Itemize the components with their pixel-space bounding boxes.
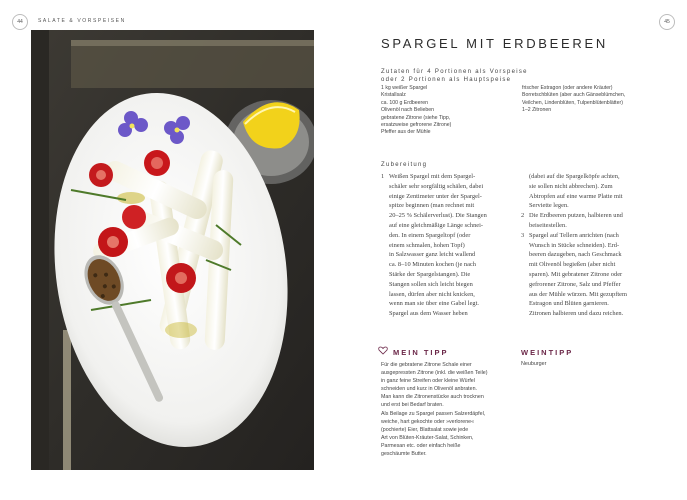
preparation-heading: Zubereitung — [381, 162, 428, 168]
step-text: Weißen Spargel mit dem Spargel- schäler sehr sorgfältig schälen, dabei einige Zentimeter unter der Spargel- spitze beginnen (man rechnet mit 20–25 % Schälerverlust). Die Stangen auf eine gleichmäßige Länge schnei- den. In einem Spargeltopf (oder einem schmalen, hohen Topf) in Salzwasser ganz leicht wallend ca. 8–10 Minuten kochen (je nach Stärke der Spargelstangen). Die Stangen sollen sich leicht biegen lassen, dürfen aber nicht knicken, wenn man sie über eine Gabel legt. Spargel aus dem Wasser heben — [389, 173, 487, 318]
right-page-number: 45 — [659, 14, 675, 30]
step-text: Spargel auf Tellern anrichten (nach Wunsch in Stücke schneiden). Erd- beeren dazugeben, nach Geschmack mit Olivenöl begießen (aber nicht sparen). Mit gebratener Zitrone oder gefrorener Zitrone, Salz und Pfeffer aus der Mühle würzen. Mit gezupftem Estragon und Blüten garnieren. Zitronen halbieren und dazu reichen. — [529, 231, 627, 318]
step-3 — [521, 231, 649, 319]
step-2 — [521, 211, 649, 231]
ingredients-list-right — [522, 85, 625, 115]
heart-icon — [378, 346, 388, 355]
step-text: Die Erdbeeren putzen, halbieren und beiseitestellen. — [529, 212, 623, 229]
ingredient-item: 1 kg weißer Spargel — [381, 85, 428, 91]
step-1 — [381, 172, 509, 319]
preparation-column-2 — [521, 172, 649, 319]
ingredients-list-left — [381, 85, 451, 137]
ingredients-heading-line1: Zutaten für 4 Portionen als Vorspeise — [381, 69, 528, 75]
ingredient-item: frischer Estragon (oder andere Kräuter) — [522, 85, 613, 91]
recipe-photo — [31, 30, 314, 470]
ingredient-item: Olivenöl nach Belieben — [381, 107, 435, 114]
ingredient-item: Veilchen, Lindenblüten, Tulpenblütenblätter) — [522, 99, 623, 106]
ingredient-item: 1–2 Zitronen — [522, 107, 552, 114]
ingredient-item: Kristallsalz — [381, 92, 406, 99]
running-head: SALATE & VORSPEISEN — [38, 18, 126, 24]
tip-body: Für die gebratene Zitrone Schale einer ausgepressten Zitrone (inkl. die weißen Teile) in ganz feine Streifen oder kleine Würfel schneiden und kurz in Olivenöl anbraten. Man kann die Zitronenstücke auch trocknen und erst bei Bedarf braten. Als Beilage zu Spargel passen Salzerdäpfel, weiche, hart gekochte oder »verlorene« (pochierte) Eier, Blattsalat sowie jede Art von Blüten-Kräuter-Salat, Schinken, Parmesan etc. oder einfach heiße geschäumte Butter. — [381, 362, 488, 458]
ingredient-item: gebratene Zitrone (siehe Tipp, — [381, 114, 451, 121]
wine-tip-heading: WEINTIPP — [521, 348, 574, 357]
step-number: 1 — [381, 173, 385, 180]
wine-tip-body: Neuburger — [521, 361, 547, 367]
tip-heading: MEIN TIPP — [393, 348, 449, 357]
step-number: 3 — [521, 231, 525, 239]
step-text: (dabei auf die Spargelköpfe achten, sie sollen nicht abbrechen). Zum Abtropfen auf eine warme Platte mit Serviette legen. — [529, 173, 623, 210]
ingredients-heading-line2: oder 2 Portionen als Hauptspeise — [381, 77, 512, 83]
step-1-continued — [521, 172, 649, 211]
ingredient-item: ersatzweise gefrorene Zitrone) — [381, 122, 452, 129]
ingredient-item: Pfeffer aus der Mühle — [381, 129, 431, 136]
preparation-column-1 — [381, 172, 509, 319]
ingredient-item: ca. 100 g Erdbeeren — [381, 99, 429, 106]
recipe-title: SPARGEL MIT ERDBEEREN — [381, 36, 608, 51]
left-page-number: 44 — [12, 14, 28, 30]
step-number: 2 — [521, 212, 525, 220]
ingredient-item: Borretschblüten (aber auch Gänseblümchen, — [522, 92, 626, 99]
asparagus-strawberry-dish-photo — [31, 30, 314, 470]
